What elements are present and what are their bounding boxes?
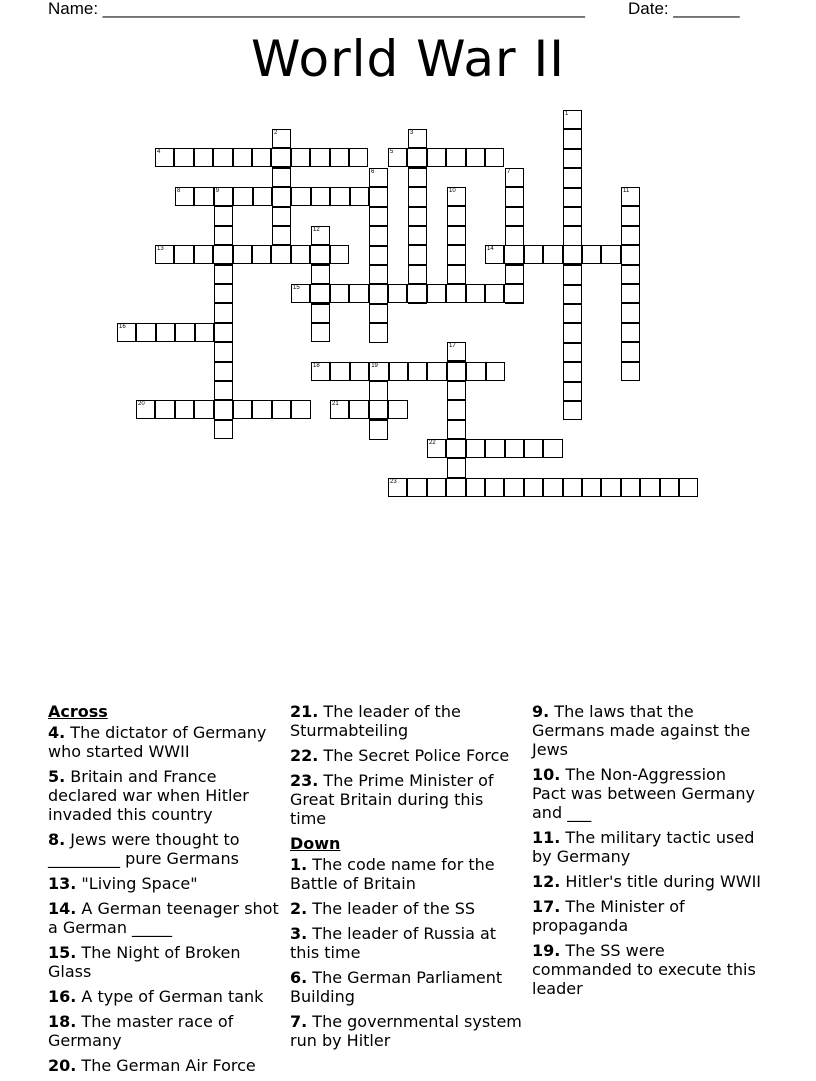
clue-item (290, 702, 522, 740)
crossword-cell[interactable] (408, 207, 427, 226)
cell-number: 23 (390, 479, 397, 485)
crossword-cell[interactable] (369, 226, 388, 245)
crossword-cell[interactable] (330, 148, 349, 167)
clue-item (290, 855, 522, 893)
crossword-cell[interactable] (407, 478, 426, 497)
crossword-cell[interactable] (447, 226, 466, 245)
crossword-cell[interactable] (505, 439, 524, 458)
crossword-cell[interactable] (155, 400, 174, 419)
crossword-cell[interactable] (446, 284, 465, 303)
cell-number: 15 (293, 285, 300, 291)
clue-number: 1. (290, 855, 308, 874)
crossword-cell[interactable] (408, 226, 427, 245)
crossword-cell[interactable] (272, 207, 291, 226)
crossword-cell[interactable] (543, 439, 562, 458)
crossword-cell[interactable] (311, 265, 330, 284)
clue-text: A German teenager shot a German _____ (48, 899, 279, 937)
crossword-cell[interactable] (194, 187, 213, 206)
clue-number: 7. (290, 1012, 308, 1031)
clue-number: 5. (48, 767, 66, 786)
clue-number: 18. (48, 1012, 77, 1031)
cell-number: 19 (371, 363, 378, 369)
crossword-cell[interactable] (563, 343, 582, 362)
crossword-cell[interactable] (155, 148, 174, 167)
crossword-cell[interactable] (369, 207, 388, 226)
crossword-cell[interactable] (369, 304, 388, 323)
crossword-cell[interactable] (311, 187, 330, 206)
cell-number: 3 (410, 130, 414, 136)
name-line: Name: ___________________________________________________ (48, 0, 585, 18)
cell-number: 11 (623, 188, 630, 194)
crossword-cell[interactable] (524, 478, 543, 497)
crossword-cell[interactable] (291, 245, 310, 264)
crossword-cell[interactable] (271, 245, 290, 264)
crossword-cell[interactable] (427, 478, 446, 497)
crossword-cell[interactable] (311, 304, 330, 323)
clue-number: 10. (532, 765, 561, 784)
clue-item (48, 830, 280, 868)
crossword-cell[interactable] (291, 400, 310, 419)
cell-number: 12 (313, 227, 320, 233)
crossword-cell[interactable] (330, 400, 349, 419)
crossword-cell[interactable] (563, 285, 582, 304)
crossword-cell[interactable] (369, 400, 388, 419)
crossword-cell[interactable] (543, 478, 562, 497)
clue-text: A type of German tank (76, 987, 264, 1006)
crossword-cell[interactable] (486, 362, 505, 381)
crossword-cell[interactable] (427, 284, 446, 303)
crossword-cell[interactable] (311, 362, 330, 381)
clue-text: "Living Space" (76, 874, 198, 893)
clue-item (290, 968, 522, 1006)
crossword-cell[interactable] (407, 148, 426, 167)
clue-item (532, 828, 764, 866)
crossword-cell[interactable] (447, 362, 466, 381)
clue-number: 4. (48, 723, 66, 742)
clue-text: The Non-Aggression Pact was between Germany and ___ (532, 765, 756, 822)
crossword-cell[interactable] (214, 400, 233, 419)
crossword-cell[interactable] (407, 284, 426, 303)
crossword-cell[interactable] (349, 284, 368, 303)
crossword-cell[interactable] (466, 284, 485, 303)
crossword-cell[interactable] (214, 420, 233, 439)
crossword-cell[interactable] (427, 362, 446, 381)
crossword-cell[interactable] (504, 245, 523, 264)
crossword-cell[interactable] (505, 226, 524, 245)
crossword-cell[interactable] (446, 439, 465, 458)
crossword-cell[interactable] (214, 206, 233, 225)
crossword-cell[interactable] (563, 226, 582, 245)
crossword-cell[interactable] (233, 400, 252, 419)
crossword-cell[interactable] (563, 401, 582, 420)
crossword-cell[interactable] (563, 188, 582, 207)
crossword-cell[interactable] (408, 362, 427, 381)
crossword-cell[interactable] (621, 187, 640, 206)
clue-text: The leader of the SS (307, 899, 476, 918)
crossword-cell[interactable] (621, 245, 640, 264)
crossword-cell[interactable] (214, 323, 233, 342)
clue-number: 21. (290, 702, 319, 721)
crossword-cell[interactable] (563, 382, 582, 401)
crossword-cell[interactable] (660, 478, 679, 497)
clue-number: 16. (48, 987, 77, 1006)
crossword-cell[interactable] (485, 284, 504, 303)
clue-text: The German Air Force (76, 1056, 256, 1075)
clue-item (48, 1056, 280, 1075)
crossword-cell[interactable] (447, 342, 466, 361)
crossword-cell[interactable] (194, 148, 213, 167)
crossword-cell[interactable] (369, 381, 388, 400)
clue-item (290, 924, 522, 962)
clue-number: 9. (532, 702, 550, 721)
crossword-cell[interactable] (369, 284, 388, 303)
clues-column-3 (532, 702, 764, 1004)
crossword-cell[interactable] (136, 400, 155, 419)
clue-item (290, 771, 522, 828)
cell-number: 7 (507, 169, 511, 175)
crossword-cell[interactable] (310, 245, 329, 264)
clue-number: 14. (48, 899, 77, 918)
crossword-cell[interactable] (388, 400, 407, 419)
crossword-cell[interactable] (330, 245, 349, 264)
clue-text: The dictator of Germany who started WWII (48, 723, 267, 761)
crossword-cell[interactable] (350, 187, 369, 206)
crossword-cell[interactable] (408, 265, 427, 284)
crossword-cell[interactable] (272, 226, 291, 245)
crossword-cell[interactable] (582, 478, 601, 497)
crossword-cell[interactable] (447, 245, 466, 264)
crossword-cell[interactable] (369, 246, 388, 265)
clue-text: The leader of Russia at this time (290, 924, 497, 962)
crossword-cell[interactable] (427, 148, 446, 167)
clue-text: The Night of Broken Glass (48, 943, 241, 981)
crossword-cell[interactable] (563, 265, 582, 284)
crossword-cell[interactable] (155, 245, 174, 264)
clue-text: The German Parliament Building (290, 968, 503, 1006)
crossword-cell[interactable] (272, 129, 291, 148)
crossword-cell[interactable] (330, 362, 349, 381)
crossword-cell[interactable] (388, 478, 407, 497)
crossword-cell[interactable] (563, 149, 582, 168)
crossword-cell[interactable] (195, 323, 214, 342)
crossword-cell[interactable] (311, 323, 330, 342)
clue-text: The leader of the Sturmabteiling (290, 702, 461, 740)
crossword-cell[interactable] (446, 148, 465, 167)
crossword-cell[interactable] (175, 400, 194, 419)
crossword-cell[interactable] (563, 168, 582, 187)
crossword-cell[interactable] (621, 323, 640, 342)
cell-number: 1 (565, 111, 569, 117)
crossword-cell[interactable] (447, 187, 466, 206)
crossword-cell[interactable] (563, 304, 582, 323)
clues-column-1 (48, 702, 280, 1081)
crossword-cell[interactable] (369, 323, 388, 342)
crossword-cell[interactable] (194, 400, 213, 419)
crossword-cell[interactable] (505, 265, 524, 284)
crossword-cell[interactable] (369, 187, 388, 206)
crossword-cell[interactable] (563, 207, 582, 226)
crossword-cell[interactable] (485, 148, 504, 167)
crossword-cell[interactable] (350, 362, 369, 381)
crossword-cell[interactable] (252, 148, 271, 167)
crossword-cell[interactable] (408, 129, 427, 148)
crossword-cell[interactable] (369, 168, 388, 187)
cell-number: 10 (449, 188, 456, 194)
clue-number: 3. (290, 924, 308, 943)
crossword-cell[interactable] (174, 148, 193, 167)
crossword-cell[interactable] (621, 362, 640, 381)
crossword-cell[interactable] (446, 478, 465, 497)
crossword-cell[interactable] (369, 362, 388, 381)
clue-number: 15. (48, 943, 77, 962)
crossword-cell[interactable] (582, 245, 601, 264)
crossword-cell[interactable] (408, 245, 427, 264)
crossword-cell[interactable] (621, 206, 640, 225)
crossword-cell[interactable] (117, 323, 136, 342)
clue-number: 22. (290, 746, 319, 765)
clue-item (532, 897, 764, 935)
clue-number: 8. (48, 830, 66, 849)
crossword-cell[interactable] (563, 129, 582, 148)
clue-text: Hitler's title during WWII (560, 872, 762, 891)
across-heading: Across (48, 702, 108, 721)
crossword-cell[interactable] (389, 362, 408, 381)
crossword-cell[interactable] (621, 342, 640, 361)
crossword-cell[interactable] (291, 284, 310, 303)
clue-text: The SS were commanded to execute this leader (532, 941, 756, 998)
crossword-cell[interactable] (466, 148, 485, 167)
crossword-cell[interactable] (563, 478, 582, 497)
clue-item (48, 899, 280, 937)
crossword-cell[interactable] (621, 303, 640, 322)
crossword-cell[interactable] (447, 265, 466, 284)
crossword-cell[interactable] (485, 439, 504, 458)
crossword-cell[interactable] (563, 362, 582, 381)
clue-number: 11. (532, 828, 561, 847)
crossword-cell[interactable] (291, 187, 310, 206)
clue-number: 20. (48, 1056, 77, 1075)
crossword-cell[interactable] (447, 381, 466, 400)
crossword-cell[interactable] (272, 168, 291, 187)
clue-number: 12. (532, 872, 561, 891)
crossword-cell[interactable] (349, 148, 368, 167)
crossword-cell[interactable] (272, 187, 291, 206)
crossword-cell[interactable] (214, 381, 233, 400)
clues-column-2 (290, 702, 522, 1056)
crossword-cell[interactable] (543, 245, 562, 264)
crossword-cell[interactable] (214, 362, 233, 381)
clue-text: The Prime Minister of Great Britain during this time (290, 771, 494, 828)
clue-text: The code name for the Battle of Britain (290, 855, 495, 893)
crossword-cell[interactable] (504, 284, 523, 303)
cell-number: 18 (313, 363, 320, 369)
crossword-cell[interactable] (253, 187, 272, 206)
crossword-cell[interactable] (156, 323, 175, 342)
crossword-cell[interactable] (466, 478, 485, 497)
clue-text: The Minister of propaganda (532, 897, 685, 935)
clue-text: Jews were thought to _________ pure Germans (48, 830, 240, 868)
clue-item (48, 943, 280, 981)
crossword-cell[interactable] (601, 245, 620, 264)
crossword-cell[interactable] (349, 400, 368, 419)
crossword-cell[interactable] (369, 265, 388, 284)
clue-item (532, 765, 764, 822)
crossword-cell[interactable] (679, 478, 698, 497)
crossword-cell[interactable] (213, 245, 232, 264)
crossword-cell[interactable] (388, 284, 407, 303)
crossword-cell[interactable] (505, 207, 524, 226)
crossword-cell[interactable] (174, 245, 193, 264)
crossword-cell[interactable] (310, 148, 329, 167)
cell-number: 5 (390, 149, 394, 155)
crossword-cell[interactable] (233, 148, 252, 167)
crossword-cell[interactable] (291, 148, 310, 167)
crossword-cell[interactable] (408, 187, 427, 206)
crossword-cell[interactable] (485, 478, 504, 497)
clue-text: The laws that the Germans made against the Jews (532, 702, 751, 759)
crossword-cell[interactable] (369, 420, 388, 439)
crossword-cell[interactable] (505, 168, 524, 187)
clue-text: The military tactic used by Germany (532, 828, 755, 866)
cell-number: 14 (487, 246, 494, 252)
crossword-cell[interactable] (214, 226, 233, 245)
crossword-cell[interactable] (427, 439, 446, 458)
crossword-cell[interactable] (233, 245, 252, 264)
clue-item (532, 872, 764, 891)
crossword-cell[interactable] (563, 323, 582, 342)
clue-text: The Secret Police Force (318, 746, 510, 765)
crossword-cell[interactable] (252, 400, 271, 419)
cell-number: 2 (274, 130, 278, 136)
cell-number: 13 (157, 246, 164, 252)
clue-text: Britain and France declared war when Hitler invaded this country (48, 767, 249, 824)
crossword-cell[interactable] (621, 478, 640, 497)
cell-number: 4 (157, 149, 161, 155)
clue-number: 23. (290, 771, 319, 790)
clue-item (48, 987, 280, 1006)
crossword-cell[interactable] (214, 303, 233, 322)
clue-item (48, 767, 280, 824)
clue-item (48, 1012, 280, 1050)
crossword-cell[interactable] (310, 284, 329, 303)
clue-number: 13. (48, 874, 77, 893)
clue-number: 6. (290, 968, 308, 987)
cell-number: 8 (177, 188, 181, 194)
crossword-cell[interactable] (504, 478, 523, 497)
crossword-cell[interactable] (272, 400, 291, 419)
clue-item (290, 1012, 522, 1050)
clue-text: The master race of Germany (48, 1012, 234, 1050)
crossword-cell[interactable] (194, 245, 213, 264)
clue-text: The governmental system run by Hitler (290, 1012, 522, 1050)
clue-item (48, 874, 280, 893)
crossword-cell[interactable] (466, 439, 485, 458)
crossword-cell[interactable] (330, 284, 349, 303)
crossword-cell[interactable] (214, 187, 233, 206)
crossword-cell[interactable] (214, 265, 233, 284)
cell-number: 21 (332, 401, 339, 407)
cell-number: 20 (138, 401, 145, 407)
clue-item (532, 702, 764, 759)
crossword-grid (0, 0, 816, 520)
crossword-cell[interactable] (485, 245, 504, 264)
clue-number: 17. (532, 897, 561, 916)
clue-item (290, 746, 522, 765)
crossword-cell[interactable] (466, 362, 485, 381)
crossword-cell[interactable] (601, 478, 620, 497)
down-heading: Down (290, 834, 341, 853)
crossword-cell[interactable] (563, 110, 582, 129)
crossword-cell[interactable] (524, 439, 543, 458)
crossword-cell[interactable] (524, 245, 543, 264)
crossword-cell[interactable] (621, 265, 640, 284)
date-line: Date: _______ (628, 0, 740, 18)
cell-number: 6 (371, 169, 375, 175)
cell-number: 9 (215, 188, 220, 194)
clue-item (290, 899, 522, 918)
crossword-cell[interactable] (175, 187, 194, 206)
crossword-cell[interactable] (447, 400, 466, 419)
crossword-cell[interactable] (447, 458, 466, 477)
crossword-cell[interactable] (621, 226, 640, 245)
clue-number: 2. (290, 899, 308, 918)
crossword-cell[interactable] (447, 420, 466, 439)
cell-number: 17 (449, 343, 456, 349)
clue-item (48, 723, 280, 761)
cell-number: 16 (119, 324, 126, 330)
crossword-cell[interactable] (388, 148, 407, 167)
crossword-cell[interactable] (213, 148, 232, 167)
crossword-cell[interactable] (311, 226, 330, 245)
crossword-cell[interactable] (447, 206, 466, 225)
crossword-cell[interactable] (252, 245, 271, 264)
crossword-cell[interactable] (136, 323, 155, 342)
cell-number: 22 (429, 440, 436, 446)
crossword-cell[interactable] (330, 187, 349, 206)
crossword-cell[interactable] (640, 478, 659, 497)
crossword-cell[interactable] (505, 187, 524, 206)
crossword-cell[interactable] (271, 148, 290, 167)
clue-item (532, 941, 764, 998)
page-title: World War II (250, 30, 565, 88)
crossword-cell[interactable] (214, 342, 233, 361)
crossword-cell[interactable] (621, 284, 640, 303)
crossword-cell[interactable] (214, 284, 233, 303)
crossword-cell[interactable] (175, 323, 194, 342)
crossword-cell[interactable] (563, 245, 582, 264)
crossword-cell[interactable] (233, 187, 252, 206)
crossword-cell[interactable] (408, 168, 427, 187)
clue-number: 19. (532, 941, 561, 960)
